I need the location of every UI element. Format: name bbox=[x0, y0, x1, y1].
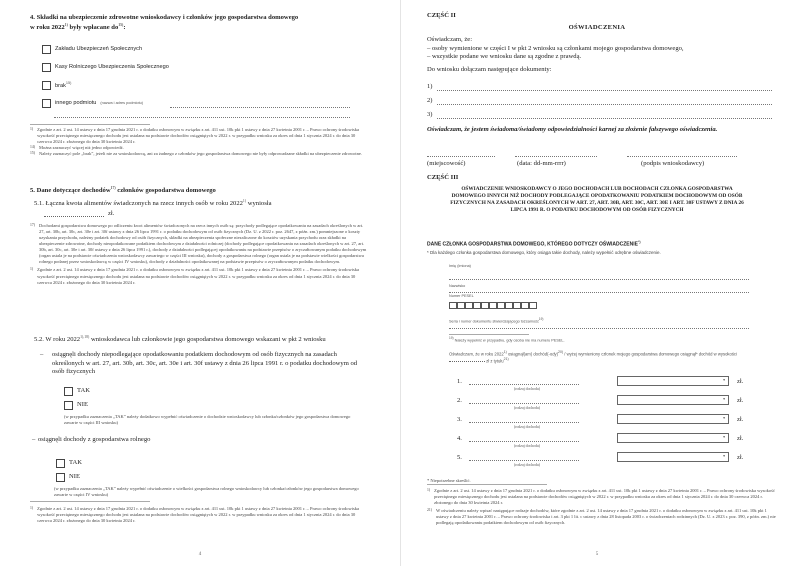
row-1-caption: (rodzaj dochodu) bbox=[513, 387, 541, 391]
pesel-label: Numer PESEL bbox=[449, 294, 474, 298]
s52-1-tak-label: TAK bbox=[77, 387, 91, 395]
member-note: * Dla każdego członka gospodarstwa domowego, który osiąga takie dochody, należy wypełnić odrębne oświadczenie. bbox=[427, 250, 661, 255]
footnote-divider-right bbox=[427, 484, 547, 485]
brak-label: brak$^{15)}$ bbox=[55, 81, 72, 89]
footnotes-right: 1) Zgodnie z art. 2 ust. 14 ustawy z dnia 17 grudnia 2021 r. o dodatku osłonowym w związku z art. 411 ust. 10k pkt 1 ustawy z dnia 27 kwietnia 2001 r. – Prawo ochrony środowiska wysokość przeciętnego miesięcznego dochodu jest ustalana na podstawie dochodów osiągniętych w 2022 r. w przypadku wniosku za okres od dnia 1 stycznia 2024 r. do dnia 30 czerwca 2024 r. złożonego do dnia 30 kwietnia 2024 r. 21) W oświadczeniu należy wpisać następujące rodzaje dochodów, które zgodnie z art. 2 ust. 14 ustawy z dnia 17 grudnia 2021 r. o dodatku osłonowym w związku z art. 411 ust. 10k pkt 1 ustawy z dnia 27 kwietnia 2001 r. – Prawo ochrony środowiska i art. 3 pkt 1 lit. c ustawy z dnia 28 listopada 2003 r. o świadczeniach rodzinnych (Dz. U. z 2023 r. poz. 390, z późn. zm.) nie podlegają opodatkowaniu podatkiem dochodowym od osób fizycznych. bbox=[427, 488, 776, 526]
place-field[interactable] bbox=[427, 156, 495, 157]
footnote-divider bbox=[30, 124, 150, 125]
declarations bbox=[427, 36, 772, 75]
s52-1-tak-checkbox[interactable] bbox=[64, 387, 73, 396]
strike-note: * Niepotrzebne skreślić. bbox=[427, 478, 471, 483]
first-name-field[interactable] bbox=[449, 279, 749, 280]
row-2-caption: (rodzaj dochodu) bbox=[513, 406, 541, 410]
option-krus[interactable] bbox=[42, 63, 169, 72]
inny-dotline[interactable] bbox=[170, 107, 350, 108]
income-amount-field[interactable] bbox=[449, 358, 485, 362]
krus-checkbox[interactable] bbox=[42, 63, 51, 72]
row-4-type[interactable] bbox=[469, 441, 579, 442]
row-4-number: 4. bbox=[457, 435, 462, 442]
s52-1-nie-checkbox[interactable] bbox=[64, 401, 73, 410]
part-3-title: OŚWIADCZENIE WNIOSKODAWCY O JEGO DOCHODACH LUB DOCHODACH CZŁONKA GOSPODARSTWA DOMOWEGO INNYCH NIŻ DOCHODY PODLEGAJĄCE OPODATKOWANIU PODATKIEM DOCHODOWYM OD OSÓB FIZYCZNYCH NA ZASADACH OKREŚLONYCH W ART. 27, ART. 30B, ART. 30C, ART. 30E I ART. 30F USTAWY Z DNIA 26 LIPCA 1991 R. O PODATKU DOCHODOWYM OD OSÓB FIZYCZNYCH bbox=[450, 186, 744, 213]
footnotes-1: 1) Zgodnie z art. 2 ust. 14 ustawy z dnia 17 grudnia 2021 r. o dodatku osłonowym w związku z art. 411 ust. 10k pkt 1 ustawy z dnia 27 kwietnia 2001 r. – Prawo ochrony środowiska wysokość przeciętnego miesięcznego dochodu jest ustalana na podstawie dochodów osiągniętych w 2022 r. w przypadku wniosku za okres od dnia 1 stycznia 2024 r. do dnia 30 czerwca 2024 r. złożonego do dnia 30 kwietnia 2024 r. 14) Można zaznaczyć więcej niż jedno odpowiedź. 15) Należy zaznaczyć pole „brak”, jeżeli nie za wnioskodawcę, ani za żadnego z członków jego gospodarstwa domowego nie były odprowadzane składki na ubezpieczenie zdrowotne. bbox=[30, 127, 362, 157]
row-2-number: 2. bbox=[457, 397, 462, 404]
row-5-number: 5. bbox=[457, 454, 462, 461]
page-number: 4 bbox=[198, 552, 202, 557]
s52-1-tak[interactable] bbox=[64, 387, 90, 396]
income-statement: Oświadczam, że w roku 2022$^{1)}$ osiągnął(am) $dochód(-ody)^{20)}$ / wyżej wymieniony członek mojego gospodarstwa domowego osiągnął* dochód w wysokości zł z tytułu$^{21)}$ bbox=[449, 350, 737, 364]
signature-caption: (podpis wnioskodawcy) bbox=[641, 160, 705, 167]
note-1: (w przypadku zaznaczenia „TAK” należy dodatkowo wypełnić oświadczenie o dochodzie wnioskodawcy lub członka/członków jego gospodarstwa domowego zawarte w części III wniosku) bbox=[64, 414, 351, 426]
row-5-type[interactable] bbox=[469, 460, 579, 461]
zus-checkbox[interactable] bbox=[42, 45, 51, 54]
attachments-intro: Do wniosku dołączam następujące dokumenty: bbox=[427, 66, 552, 74]
section-5-1: 5.1. Łączna kwota alimentów świadczonych na rzecz innych osób w roku 2022$^{1)}$ wyniosła bbox=[34, 199, 272, 208]
row-2-type[interactable] bbox=[469, 403, 579, 404]
inny-hint: (nazwa i adres podmiotu) bbox=[100, 101, 144, 106]
declare-intro: Oświadczam, że: bbox=[427, 36, 473, 43]
inny-checkbox[interactable] bbox=[42, 99, 51, 108]
s52-item-2: – osiągnęli dochody z gospodarstwa rolnego bbox=[32, 436, 151, 443]
row-4-amount[interactable]: ▾ bbox=[617, 433, 729, 443]
place-caption: (miejscowość) bbox=[427, 160, 466, 167]
row-3-amount[interactable]: ▾ bbox=[617, 414, 729, 424]
inny-label: innego podmiotu bbox=[55, 99, 97, 106]
id-doc-field[interactable] bbox=[449, 328, 749, 329]
attachment-2-field[interactable] bbox=[437, 104, 773, 105]
date-caption: (data: dd-mm-rrrr) bbox=[517, 160, 566, 167]
s52-1-nie[interactable] bbox=[64, 401, 88, 410]
date-field[interactable] bbox=[515, 156, 597, 157]
brak-checkbox[interactable] bbox=[42, 81, 51, 90]
s52-2-nie-checkbox[interactable] bbox=[56, 473, 65, 482]
id-doc-note: $^{19)}$ Należy wypełnić w przypadku, gdy osoba nie ma numeru PESEL. bbox=[449, 336, 565, 343]
s52-2-tak[interactable] bbox=[56, 459, 82, 468]
page-right bbox=[400, 0, 800, 566]
alimony-amount[interactable] bbox=[44, 210, 114, 219]
section-5-title: 5. Dane dotyczące dochodów$^{17)}$ członków gospodarstwa domowego bbox=[30, 186, 216, 195]
row-5-amount[interactable]: ▾ bbox=[617, 452, 729, 462]
row-5-caption: (rodzaj dochodu) bbox=[513, 463, 541, 467]
first-name-label: Imię (imiona) bbox=[449, 264, 471, 268]
signature-field[interactable] bbox=[627, 156, 737, 157]
footnote-1-bottom: 1) Zgodnie z art. 2 ust. 14 ustawy z dnia 17 grudnia 2021 r. o dodatku osłonowym w związku z art. 411 ust. 10k pkt 1 ustawy z dnia 27 kwietnia 2001 r. – Prawo ochrony środowiska wysokość przeciętnego miesięcznego dochodu jest ustalana na podstawie dochodów osiągniętych w 2022 r. w przypadku wniosku za okres od dnia 1 stycznia 2024 r. do dnia 30 czerwca 2024 r. złożonego do dnia 30 kwietnia 2024 r. bbox=[30, 506, 360, 524]
row-1-amount[interactable]: ▾ bbox=[617, 376, 729, 386]
row-1-number: 1. bbox=[457, 378, 462, 385]
krus-label: Kasy Rolniczego Ubezpieczenia Społecznego bbox=[55, 63, 169, 70]
option-inny[interactable] bbox=[42, 99, 143, 108]
inny-dotline-2[interactable] bbox=[54, 117, 350, 118]
part-3-heading: CZĘŚĆ III bbox=[427, 174, 459, 181]
s52-2-tak-label: TAK bbox=[69, 459, 83, 467]
section-5-2: 5.2. W roku $2022^{1),18)}$ wnioskodawca lub członkowie jego gospodarstwa domowego wskazani w pkt 2 wniosku bbox=[34, 335, 326, 344]
attachments-list: 1) 2) 3) bbox=[427, 80, 772, 122]
page-number: 5 bbox=[595, 552, 599, 557]
attachment-1-field[interactable] bbox=[437, 90, 773, 91]
member-header: DANE CZŁONKA GOSPODARSTWA DOMOWEGO, KTÓREGO DOTYCZY OŚWIADCZENIE*) bbox=[427, 240, 641, 248]
declare-1: – osoby wymienione w części I w pkt 2 wniosku są członkami mojego gospodarstwa domowego, bbox=[427, 44, 684, 52]
currency-label: zł. bbox=[108, 210, 115, 217]
row-2-amount[interactable]: ▾ bbox=[617, 395, 729, 405]
option-zus[interactable] bbox=[42, 45, 142, 54]
s52-2-nie[interactable] bbox=[56, 473, 80, 482]
awareness-statement: Oświadczam, że jestem świadoma/świadomy odpowiedzialności karnej za złożenie fałszywego oświadczenia. bbox=[427, 126, 718, 133]
section-4-title: 4. Składki na ubezpieczenie zdrowotne wnioskodawcy i członków jego gospodarstwa domowego w roku 2022$^{1)}$ były wpłacane $do^{15)}$: bbox=[30, 14, 299, 31]
row-4-currency: zł. bbox=[737, 435, 744, 442]
part-2-heading: CZĘŚĆ II bbox=[427, 12, 456, 19]
footnote-17: 17) Dochodami gospodarstwa domowego po odliczeniu kwot alimentów świadczonych na rzecz innych osób są: przychody podlegające opodatkowaniu na zasadach określonych w art. 27, art. 30b, art. 30c, art. 30e i art. 30f ustawy z dnia 26 lipca 1991 r. o podatku dochodowym od osób fizycznych (Dz. U. z 2022 r. poz. 2647, z późn. zm.) pomniejszone o koszty uzyskania przychodu, należny podatek dochodowy od osób fizycznych, składki na ubezpieczenia społeczne niezaliczone do kosztów uzyskania przychodu oraz składki na ubezpieczenie zdrowotne, dochody nieopodatkowane podatkiem dochodowym z działalności rolniczej (dochody podlegające opodatkowaniu na zasadach określonych w art. 27, art. 30b, art. 30c, art. 30e i art. 30f ustawy z dnia 26 lipca 1991 r.), dochody z działalności podlegającej opodatkowaniu na podstawie przepisów o zryczałtowanym podatku dochodowym (organ ustala je na podstawie oświadczenia wnioskodawcy zawartego w części III wniosku), dochody z gospodarstwa rolnego (organ ustala je na podstawie wielkości gospodarstwa rolnego podanej przez wnioskodawcę w części IV wniosku), dochody z działalności opodatkowanej na podstawie przepisów o zryczałtowanym podatku dochodowym. 1) Zgodnie z art. 2 ust. 14 ustawy z dnia 17 grudnia 2021 r. o dodatku osłonowym w związku z art. 411 ust. 10k pkt 1 ustawy z dnia 27 kwietnia 2001 r. – Prawo ochrony środowiska wysokość przeciętnego miesięcznego dochodu jest ustalana na podstawie dochodów osiągniętych w 2022 r. w przypadku wniosku za okres od dnia 1 stycznia 2024 r. do dnia 30 czerwca 2024 r. złożonego do dnia 30 kwietnia 2024 r. bbox=[30, 223, 367, 285]
last-name-label: Nazwisko bbox=[449, 284, 466, 288]
doc-note-divider bbox=[449, 334, 529, 335]
income-rows bbox=[447, 372, 767, 468]
note-2: (w przypadku zaznaczenia „TAK” należy wypełnić oświadczenie o wielkości gospodarstwa rolnego wnioskodawcy lub członka/członków jego gospodarstwa domowego zawarte w części IV wniosku) bbox=[54, 486, 359, 498]
s52-2-nie-label: NIE bbox=[69, 473, 80, 481]
last-name-field[interactable] bbox=[449, 292, 749, 293]
row-4-caption: (rodzaj dochodu) bbox=[513, 444, 541, 448]
row-1-type[interactable] bbox=[469, 384, 579, 385]
id-doc-label: Seria i numer dokumentu stwierdzającego tożsamość$^{19)}$ bbox=[449, 317, 544, 324]
row-1-currency: zł. bbox=[737, 378, 744, 385]
row-2-currency: zł. bbox=[737, 397, 744, 404]
s52-item-1: – osiągnęli dochody niepodlegające opodatkowaniu podatkiem dochodowym od osób fizycznych na zasadach określonych w art. 27, art. 30b, art. 30c, art. 30e i art. 30f ustawy z dnia 26 lipca 1991 r. o podatku dochodowym od osób fizycznych bbox=[40, 351, 358, 376]
row-3-type[interactable] bbox=[469, 422, 579, 423]
option-brak[interactable] bbox=[42, 81, 71, 90]
footnote-divider-2 bbox=[30, 501, 150, 502]
zus-label: Zakładu Ubezpieczeń Społecznych bbox=[55, 45, 143, 52]
declare-2: – wszystkie podane we wniosku dane są zgodne z prawdą. bbox=[427, 53, 582, 61]
s52-1-nie-label: NIE bbox=[77, 401, 88, 409]
row-3-caption: (rodzaj dochodu) bbox=[513, 425, 541, 429]
alimony-amount-input[interactable] bbox=[44, 211, 104, 217]
s52-2-tak-checkbox[interactable] bbox=[56, 459, 65, 468]
row-3-currency: zł. bbox=[737, 416, 744, 423]
row-3-number: 3. bbox=[457, 416, 462, 423]
statements-heading: OŚWIADCZENIA bbox=[568, 24, 626, 31]
pesel-boxes[interactable] bbox=[449, 302, 537, 309]
signature-block bbox=[427, 150, 772, 170]
attachment-3-field[interactable] bbox=[437, 118, 773, 119]
row-5-currency: zł. bbox=[737, 454, 744, 461]
